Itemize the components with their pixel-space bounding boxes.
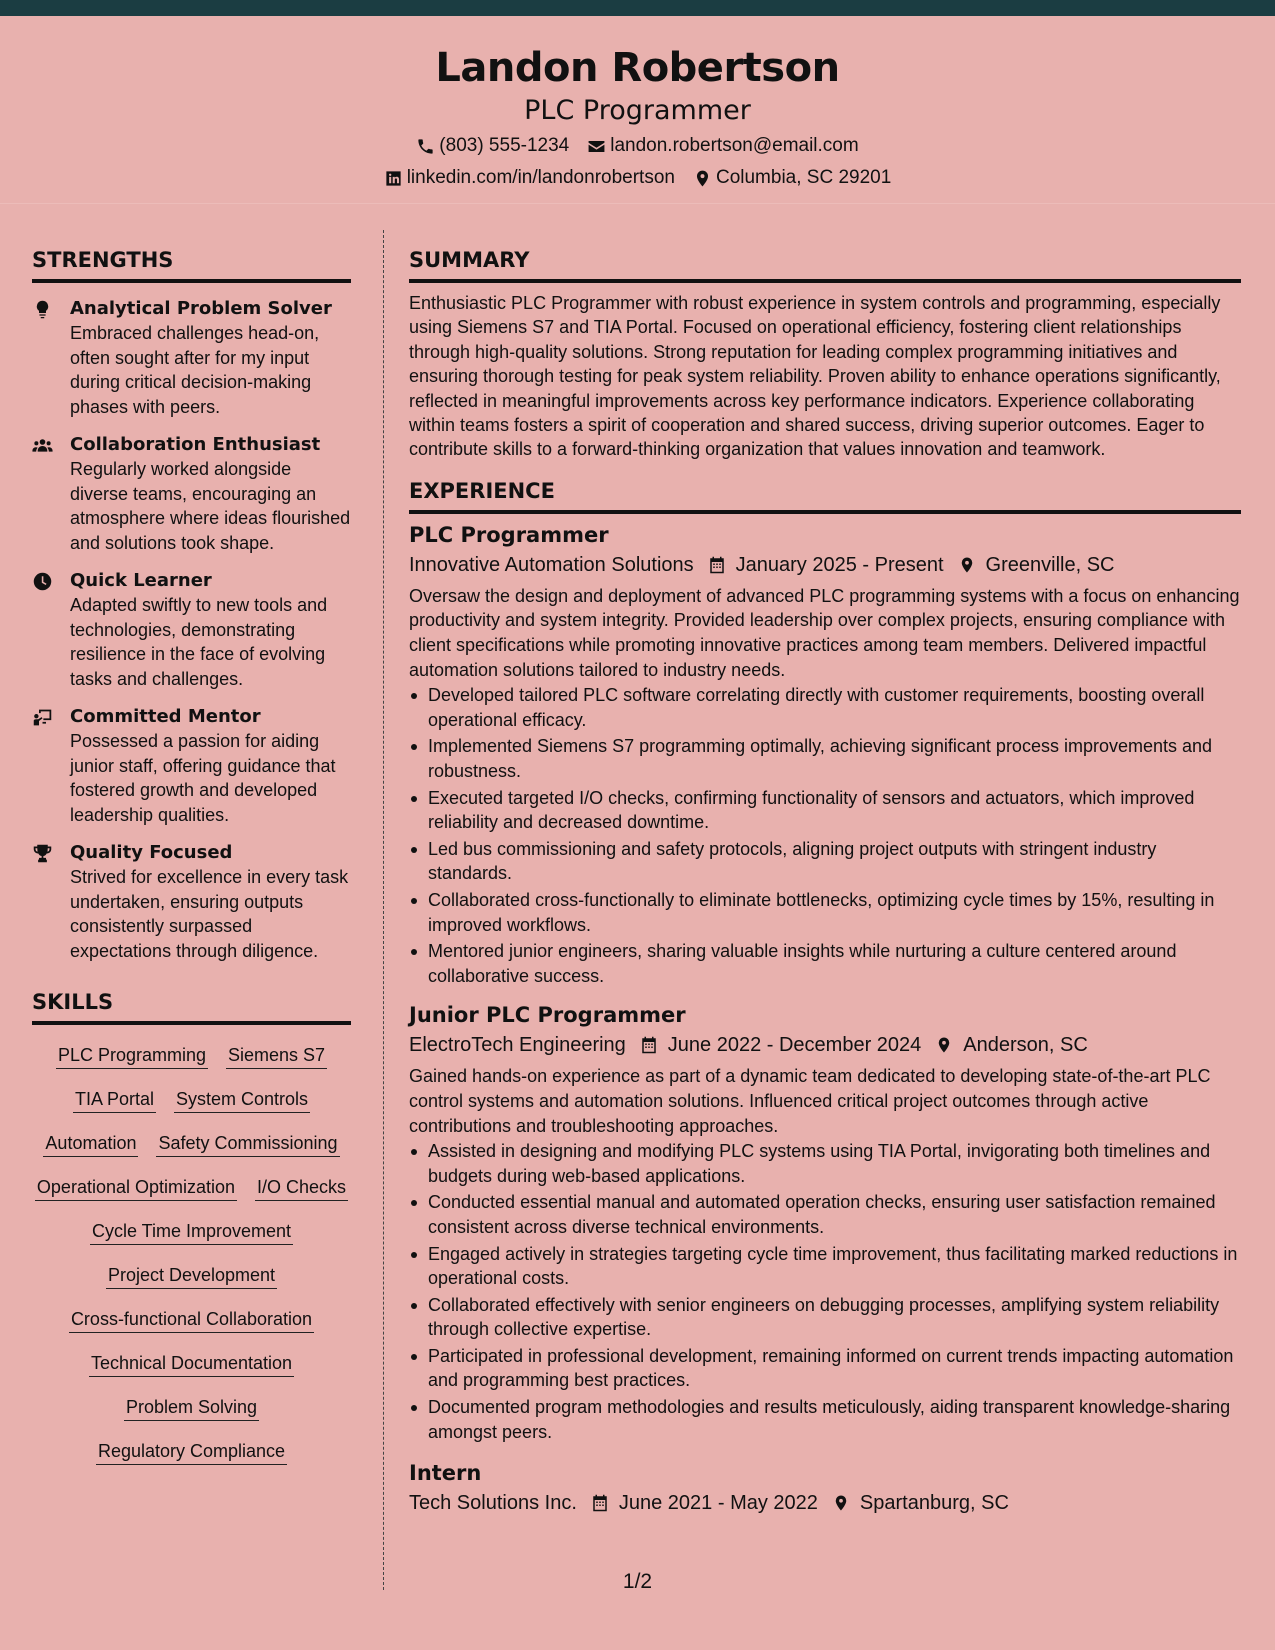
skill-tag: System Controls bbox=[174, 1087, 310, 1113]
strength-item bbox=[32, 433, 351, 555]
job-bullet: Participated in professional development, remaining informed on current trends impacting automation and programming best practices. bbox=[409, 1344, 1241, 1393]
clock-icon bbox=[32, 571, 53, 592]
skill-tag: Problem Solving bbox=[124, 1395, 259, 1421]
calendar-icon bbox=[708, 556, 726, 574]
job-entry bbox=[409, 1458, 1241, 1518]
trophy-icon bbox=[32, 843, 53, 864]
skill-tag: Cycle Time Improvement bbox=[90, 1219, 293, 1245]
skill-tag: Safety Commissioning bbox=[156, 1131, 339, 1157]
skill-tag: Operational Optimization bbox=[35, 1175, 237, 1201]
candidate-name: Landon Robertson bbox=[435, 45, 840, 91]
job-bullet: Engaged actively in strategies targeting cycle time improvement, thus facilitating marked reductions in operational costs. bbox=[409, 1242, 1241, 1291]
map-pin-icon bbox=[958, 556, 976, 574]
job-dates: June 2022 - December 2024 bbox=[667, 1034, 922, 1057]
job-bullet: Conducted essential manual and automated operation checks, ensuring user satisfaction remained consistent across diverse technical environments. bbox=[409, 1190, 1241, 1239]
strength-item bbox=[32, 569, 351, 691]
email-text: landon.robertson@email.com bbox=[610, 135, 859, 156]
strength-desc: Possessed a passion for aiding junior staff, offering guidance that fostered growth and developed leadership qualities. bbox=[70, 731, 336, 825]
job-location: Spartanburg, SC bbox=[859, 1492, 1009, 1515]
job-company: Innovative Automation Solutions bbox=[409, 553, 694, 576]
phone-text: (803) 555-1234 bbox=[439, 135, 570, 156]
job-bullet: Implemented Siemens S7 programming optimally, achieving significant process improvements and robustness. bbox=[409, 734, 1241, 783]
job-dates: January 2025 - Present bbox=[735, 553, 944, 576]
job-bullets bbox=[409, 683, 1241, 988]
job-description: Gained hands-on experience as part of a dynamic team dedicated to developing state-of-the-art PLC control systems and automation solutions. Influenced critical project outcomes through active contributions and troubleshooting approaches. bbox=[409, 1066, 1211, 1136]
skills-heading: SKILLS bbox=[32, 987, 351, 1025]
skill-tag: Automation bbox=[43, 1131, 138, 1157]
skill-tag: Cross-functional Collaboration bbox=[69, 1307, 314, 1333]
map-pin-icon bbox=[693, 169, 712, 188]
email-contact[interactable] bbox=[587, 135, 858, 157]
strength-title: Collaboration Enthusiast bbox=[70, 434, 321, 455]
job-dates: June 2021 - May 2022 bbox=[618, 1492, 818, 1515]
phone-contact[interactable] bbox=[416, 135, 569, 157]
location-contact bbox=[693, 167, 891, 189]
strength-item bbox=[32, 841, 351, 963]
teacher-icon bbox=[32, 707, 53, 728]
calendar-icon bbox=[591, 1494, 609, 1512]
resume-header bbox=[0, 16, 1275, 204]
left-column bbox=[32, 245, 351, 1465]
candidate-role: PLC Programmer bbox=[524, 95, 751, 126]
strengths-heading: STRENGTHS bbox=[32, 245, 351, 283]
strength-desc: Strived for excellence in every task undertaken, ensuring outputs consistently surpassed expectations through diligence. bbox=[70, 867, 349, 961]
contact-row-2 bbox=[0, 164, 1275, 192]
strength-title: Committed Mentor bbox=[70, 706, 261, 727]
job-company: Tech Solutions Inc. bbox=[409, 1492, 577, 1515]
job-meta bbox=[409, 1488, 1241, 1518]
strength-desc: Adapted swiftly to new tools and technologies, demonstrating resilience in the face of evolving tasks and challenges. bbox=[70, 595, 328, 689]
skill-tag: TIA Portal bbox=[73, 1087, 156, 1113]
calendar-icon bbox=[640, 1036, 658, 1054]
job-bullet: Executed targeted I/O checks, confirming functionality of sensors and actuators, which improved reliability and decreased downtime. bbox=[409, 786, 1241, 835]
strength-item bbox=[32, 297, 351, 419]
page-number: 1/2 bbox=[622, 1570, 653, 1593]
job-title: Junior PLC Programmer bbox=[409, 1003, 686, 1028]
phone-icon bbox=[416, 137, 435, 156]
summary-text: Enthusiastic PLC Programmer with robust experience in system controls and programming, especially using Siemens S7 and TIA Portal. Focused on operational efficiency, fostering client relationships through high-quality solutions. Strong reputation for leading complex programming initiatives and ensuring thorough testing for peak system reliability. Proven ability to enhance operations significantly, reflected in meaningful improvements across key performance indicators. Experience collaborating within teams fosters a spirit of cooperation and shared success, driving superior outcomes. Eager to contribute skills to a forward-thinking organization that values innovation and teamwork. bbox=[409, 293, 1221, 460]
job-bullet: Developed tailored PLC software correlating directly with customer requirements, boosting overall operational efficacy. bbox=[409, 683, 1241, 732]
job-title: PLC Programmer bbox=[409, 522, 609, 547]
skill-tag: Siemens S7 bbox=[226, 1043, 327, 1069]
right-column bbox=[409, 245, 1241, 1518]
job-bullets bbox=[409, 1139, 1241, 1444]
skill-tag: PLC Programming bbox=[56, 1043, 208, 1069]
map-pin-icon bbox=[832, 1494, 850, 1512]
job-meta bbox=[409, 550, 1241, 580]
skill-tag: Project Development bbox=[106, 1263, 277, 1289]
envelope-icon bbox=[587, 137, 606, 156]
strength-title: Quick Learner bbox=[70, 570, 212, 591]
map-pin-icon bbox=[935, 1036, 953, 1054]
experience-heading: EXPERIENCE bbox=[409, 476, 1241, 514]
location-text: Columbia, SC 29201 bbox=[715, 167, 892, 188]
job-bullet: Led bus commissioning and safety protocols, aligning project outputs with stringent industry standards. bbox=[409, 837, 1241, 886]
job-entry bbox=[409, 520, 1241, 989]
strength-title: Analytical Problem Solver bbox=[70, 298, 332, 319]
column-divider bbox=[383, 230, 384, 1590]
summary-heading: SUMMARY bbox=[409, 245, 1241, 283]
linkedin-icon bbox=[384, 169, 403, 188]
strength-desc: Regularly worked alongside diverse teams, encouraging an atmosphere where ideas flourished and solutions took shape. bbox=[70, 459, 351, 553]
linkedin-contact[interactable] bbox=[384, 167, 675, 189]
job-bullet: Assisted in designing and modifying PLC systems using TIA Portal, invigorating both timelines and budgets during web-based applications. bbox=[409, 1139, 1241, 1188]
top-accent-bar bbox=[0, 0, 1275, 16]
lightbulb-icon bbox=[32, 299, 53, 320]
job-bullet: Collaborated effectively with senior engineers on debugging processes, amplifying system reliability through collective expertise. bbox=[409, 1293, 1241, 1342]
skills-list bbox=[32, 1043, 351, 1465]
job-entry bbox=[409, 1000, 1241, 1444]
users-icon bbox=[32, 435, 53, 456]
skill-tag: Technical Documentation bbox=[89, 1351, 294, 1377]
job-company: ElectroTech Engineering bbox=[409, 1034, 626, 1057]
job-location: Anderson, SC bbox=[963, 1034, 1088, 1057]
job-meta bbox=[409, 1030, 1241, 1060]
strength-title: Quality Focused bbox=[70, 842, 233, 863]
job-bullet: Mentored junior engineers, sharing valuable insights while nurturing a culture centered around collaborative success. bbox=[409, 939, 1241, 988]
strength-desc: Embraced challenges head-on, often sought after for my input during critical decision-making phases with peers. bbox=[70, 323, 320, 417]
skill-tag: I/O Checks bbox=[255, 1175, 348, 1201]
job-bullet: Collaborated cross-functionally to eliminate bottlenecks, optimizing cycle times by 15%, resulting in improved workflows. bbox=[409, 888, 1241, 937]
job-bullet: Documented program methodologies and results meticulously, aiding transparent knowledge-sharing amongst peers. bbox=[409, 1395, 1241, 1444]
job-title: Intern bbox=[409, 1461, 482, 1486]
linkedin-text: linkedin.com/in/landonrobertson bbox=[406, 167, 675, 188]
strength-item bbox=[32, 705, 351, 827]
contact-row-1 bbox=[0, 132, 1275, 160]
skill-tag: Regulatory Compliance bbox=[96, 1439, 287, 1465]
job-location: Greenville, SC bbox=[985, 553, 1115, 576]
job-description: Oversaw the design and deployment of advanced PLC programming systems with a focus on enhancing productivity and system integrity. Provided leadership over complex projects, ensuring compliance with client specifications while promoting innovative practices among team members. Delivered impactful automation solutions tailored to industry needs. bbox=[409, 585, 1240, 680]
